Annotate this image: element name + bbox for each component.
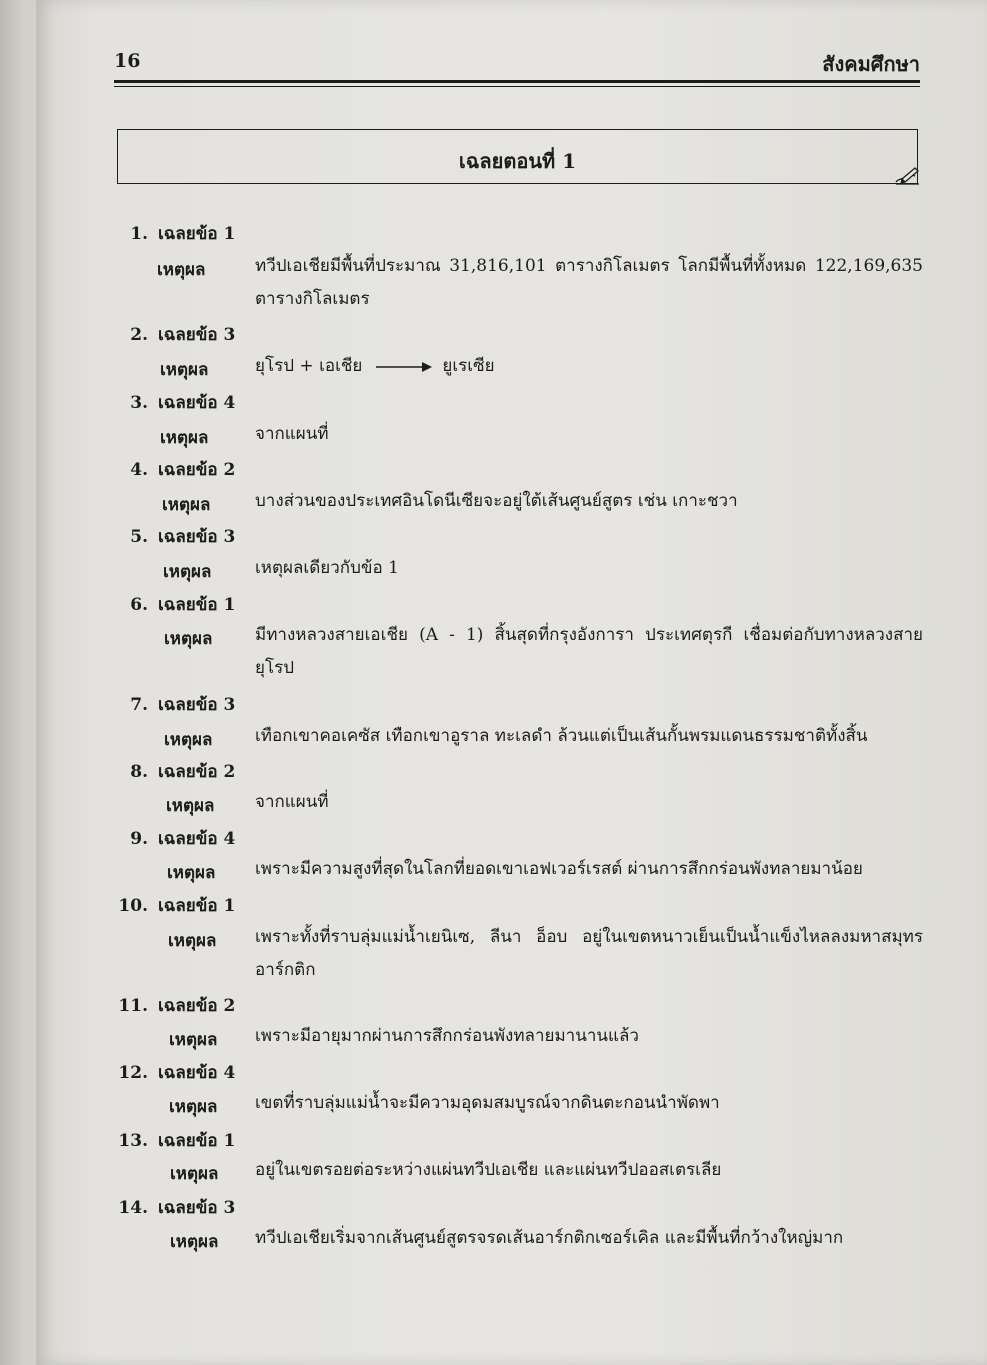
book-spine-shadow bbox=[0, 0, 36, 1365]
reason-right: ยูเรเซีย bbox=[442, 356, 495, 376]
answer-choice: เฉลยข้อ 2 bbox=[158, 762, 236, 782]
arrow-right-icon bbox=[376, 361, 432, 373]
item-number: 13. bbox=[118, 1131, 148, 1151]
item-number: 3. bbox=[130, 393, 148, 413]
item-number: 7. bbox=[130, 695, 148, 715]
reason-text: จากแผนที่ bbox=[255, 424, 329, 444]
answer-choice: เฉลยข้อ 4 bbox=[158, 393, 236, 413]
reason-left: ยุโรป + เอเชีย bbox=[255, 356, 363, 376]
reason-label: เหตุผล bbox=[162, 495, 211, 515]
answer-choice: เฉลยข้อ 3 bbox=[158, 325, 236, 345]
item-number: 14. bbox=[118, 1198, 148, 1218]
reason-text: ทวีปเอเชียมีพื้นที่ประมาณ 31,816,101 ตารางกิโลเมตร โลกมีพื้นที่ทั้งหมด 122,169,635 ตารางกิโลเมตร bbox=[255, 256, 923, 309]
answer-item-14 bbox=[100, 1194, 235, 1220]
answer-item-5 bbox=[100, 523, 235, 549]
answer-item-7 bbox=[100, 691, 235, 717]
header-rule-thick bbox=[114, 80, 920, 83]
answer-choice: เฉลยข้อ 1 bbox=[158, 1131, 236, 1151]
reason-text: จากแผนที่ bbox=[255, 792, 329, 812]
item-number: 12. bbox=[118, 1063, 148, 1083]
reason-text: เพราะมีความสูงที่สุดในโลกที่ยอดเขาเอฟเวอร์เรสต์ ผ่านการสึกกร่อนพังทลายมาน้อย bbox=[255, 859, 863, 879]
answer-choice: เฉลยข้อ 1 bbox=[158, 224, 236, 244]
answer-choice: เฉลยข้อ 3 bbox=[158, 527, 236, 547]
answer-item-8 bbox=[100, 758, 235, 784]
item-number: 4. bbox=[130, 460, 148, 480]
reason-text: เทือกเขาคอเคซัส เทือกเขาอูราล ทะเลดำ ล้วนแต่เป็นเส้นกั้นพรมแดนธรรมชาติทั้งสิ้น bbox=[255, 726, 868, 746]
answer-item-10 bbox=[100, 892, 235, 918]
reason-text: เหตุผลเดียวกับข้อ 1 bbox=[255, 558, 399, 578]
reason-text bbox=[255, 350, 923, 383]
answer-choice: เฉลยข้อ 2 bbox=[158, 460, 236, 480]
answer-item-11 bbox=[100, 992, 235, 1018]
answer-choice: เฉลยข้อ 3 bbox=[158, 695, 236, 715]
section-title-box bbox=[117, 129, 918, 184]
reason-label: เหตุผล bbox=[169, 1097, 218, 1117]
item-number: 2. bbox=[130, 325, 148, 345]
item-number: 8. bbox=[130, 762, 148, 782]
answer-item-1 bbox=[100, 220, 235, 246]
header-rule-thin bbox=[114, 86, 920, 87]
reason-label: เหตุผล bbox=[168, 931, 217, 951]
reason-label: เหตุผล bbox=[160, 360, 209, 380]
reason-label: เหตุผล bbox=[170, 1164, 219, 1184]
answer-item-9 bbox=[100, 825, 235, 851]
answer-choice: เฉลยข้อ 3 bbox=[158, 1198, 236, 1218]
answer-item-12 bbox=[100, 1059, 235, 1085]
reason-text: เพราะทั้งที่ราบลุ่มแม่น้ำเยนิเซ, ลีนา อ็อบ อยู่ในเขตหนาวเย็นเป็นน้ำแข็งไหลลงมหาสมุทรอาร์กติก bbox=[255, 927, 923, 980]
reason-label: เหตุผล bbox=[164, 629, 213, 649]
page-number: 16 bbox=[114, 50, 141, 72]
reason-label: เหตุผล bbox=[163, 562, 212, 582]
item-number: 11. bbox=[118, 996, 148, 1016]
item-number: 10. bbox=[118, 896, 148, 916]
reason-label: เหตุผล bbox=[169, 1030, 218, 1050]
answer-item-6 bbox=[100, 591, 235, 617]
reason-text: ทวีปเอเชียเริ่มจากเส้นศูนย์สูตรจรดเส้นอาร์กติกเซอร์เคิล และมีพื้นที่กว้างใหญ่มาก bbox=[255, 1228, 844, 1248]
item-number: 5. bbox=[130, 527, 148, 547]
answer-choice: เฉลยข้อ 4 bbox=[158, 1063, 236, 1083]
reason-label: เหตุผล bbox=[160, 428, 209, 448]
answer-item-3 bbox=[100, 389, 235, 415]
page-header bbox=[114, 46, 920, 76]
answer-choice: เฉลยข้อ 1 bbox=[158, 896, 236, 916]
reason-label: เหตุผล bbox=[157, 260, 206, 280]
item-number: 6. bbox=[130, 595, 148, 615]
reason-text: เขตที่ราบลุ่มแม่น้ำจะมีความอุดมสมบูรณ์จากดินตะกอนนำพัดพา bbox=[255, 1093, 720, 1113]
reason-label: เหตุผล bbox=[170, 1232, 219, 1252]
answer-item-13 bbox=[100, 1127, 235, 1153]
reason-label: เหตุผล bbox=[164, 730, 213, 750]
reason-label: เหตุผล bbox=[166, 796, 215, 816]
answer-item-4 bbox=[100, 456, 235, 482]
reason-text: มีทางหลวงสายเอเชีย (A - 1) สิ้นสุดที่กรุงอังการา ประเทศตุรกี เชื่อมต่อกับทางหลวงสายยุโรป bbox=[255, 625, 923, 678]
running-title: สังคมศึกษา bbox=[822, 52, 920, 76]
reason-text: อยู่ในเขตรอยต่อระหว่างแผ่นทวีปเอเชีย และแผ่นทวีปออสเตรเลีย bbox=[255, 1160, 722, 1180]
answer-choice: เฉลยข้อ 2 bbox=[158, 996, 236, 1016]
reason-text: บางส่วนของประเทศอินโดนีเซียจะอยู่ใต้เส้นศูนย์สูตร เช่น เกาะชวา bbox=[255, 491, 738, 511]
reason-text: เพราะมีอายุมากผ่านการสึกกร่อนพังทลายมานานแล้ว bbox=[255, 1026, 639, 1046]
item-number: 9. bbox=[130, 829, 148, 849]
pen-writing-icon bbox=[893, 165, 921, 185]
answer-item-2 bbox=[100, 321, 235, 347]
answer-choice: เฉลยข้อ 4 bbox=[158, 829, 236, 849]
answer-choice: เฉลยข้อ 1 bbox=[158, 595, 236, 615]
item-number: 1. bbox=[130, 224, 148, 244]
reason-label: เหตุผล bbox=[167, 863, 216, 883]
section-title: เฉลยตอนที่ 1 bbox=[458, 149, 577, 173]
